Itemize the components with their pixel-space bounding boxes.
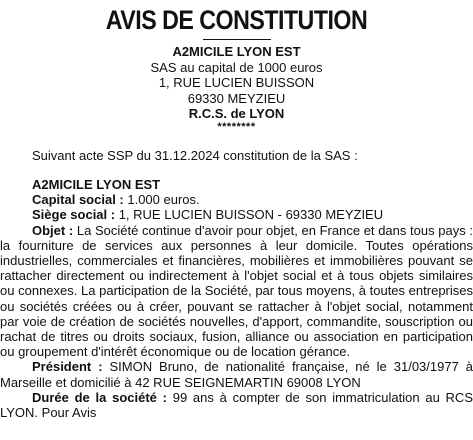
objet-paragraph	[0, 223, 473, 360]
capital-value: 1.000 euros.	[123, 192, 200, 208]
president-value: SIMON Bruno, de nationalité française, né le 31/03/1977 à Marseille et domicilié à 42 RUE SEIGNEMARTIN 69008 LYON	[0, 359, 473, 390]
title-divider	[203, 39, 271, 40]
body-company-name: A2MICILE LYON EST	[32, 177, 161, 192]
header-address: 1, RUE LUCIEN BUISSON	[158, 75, 315, 90]
siege-field	[32, 207, 473, 222]
duree-value: 99 ans à compter de son immatriculation au RCS LYON. Pour Avis	[0, 389, 473, 421]
siege-label: Siège social :	[32, 207, 116, 223]
header-capital: SAS au capital de 1000 euros	[150, 59, 323, 75]
objet-label: Objet :	[32, 222, 74, 238]
intro-text: Suivant acte SSP du 31.12.2024 constitution de la SAS :	[32, 148, 358, 163]
president-paragraph	[0, 359, 473, 389]
capital-label: Capital social :	[32, 192, 124, 208]
notice-title: AVIS DE CONSTITUTION	[105, 5, 368, 35]
header-stars: ********	[217, 120, 256, 133]
notice-body	[0, 177, 473, 420]
duree-label: Durée de la société :	[32, 389, 167, 405]
header-company-name: A2MICILE LYON EST	[172, 44, 301, 59]
capital-field	[32, 192, 473, 207]
header-rcs: R.C.S. de LYON	[188, 106, 285, 121]
duree-paragraph	[0, 390, 473, 420]
objet-value: La Société continue d'avoir pour objet, en France et dans tous pays : la fourniture de services aux personnes à leur domicile. Toutes opérations industrielles, commerciales et financières, mobilières et immobilières pouvant se rattacher directement ou indirectement à l'objet social et à tous objets similaires ou connexes. La participation de la Société, par tous moyens, à toutes entreprises ou sociétés créées ou à créer, pouvant se rattacher à l'objet social, notamment par voie de création de sociétés nouvelles, d'apport, commandite, souscription ou rachat de titres ou droits sociaux, fusion, alliance ou association en participation ou groupement d'intérêt économique ou de location gérance.	[0, 222, 473, 360]
president-label: Président :	[32, 359, 103, 375]
siege-value: 1, RUE LUCIEN BUISSON - 69330 MEYZIEU	[115, 207, 384, 223]
header-city: 69330 MEYZIEU	[187, 90, 286, 106]
company-header	[0, 44, 473, 132]
